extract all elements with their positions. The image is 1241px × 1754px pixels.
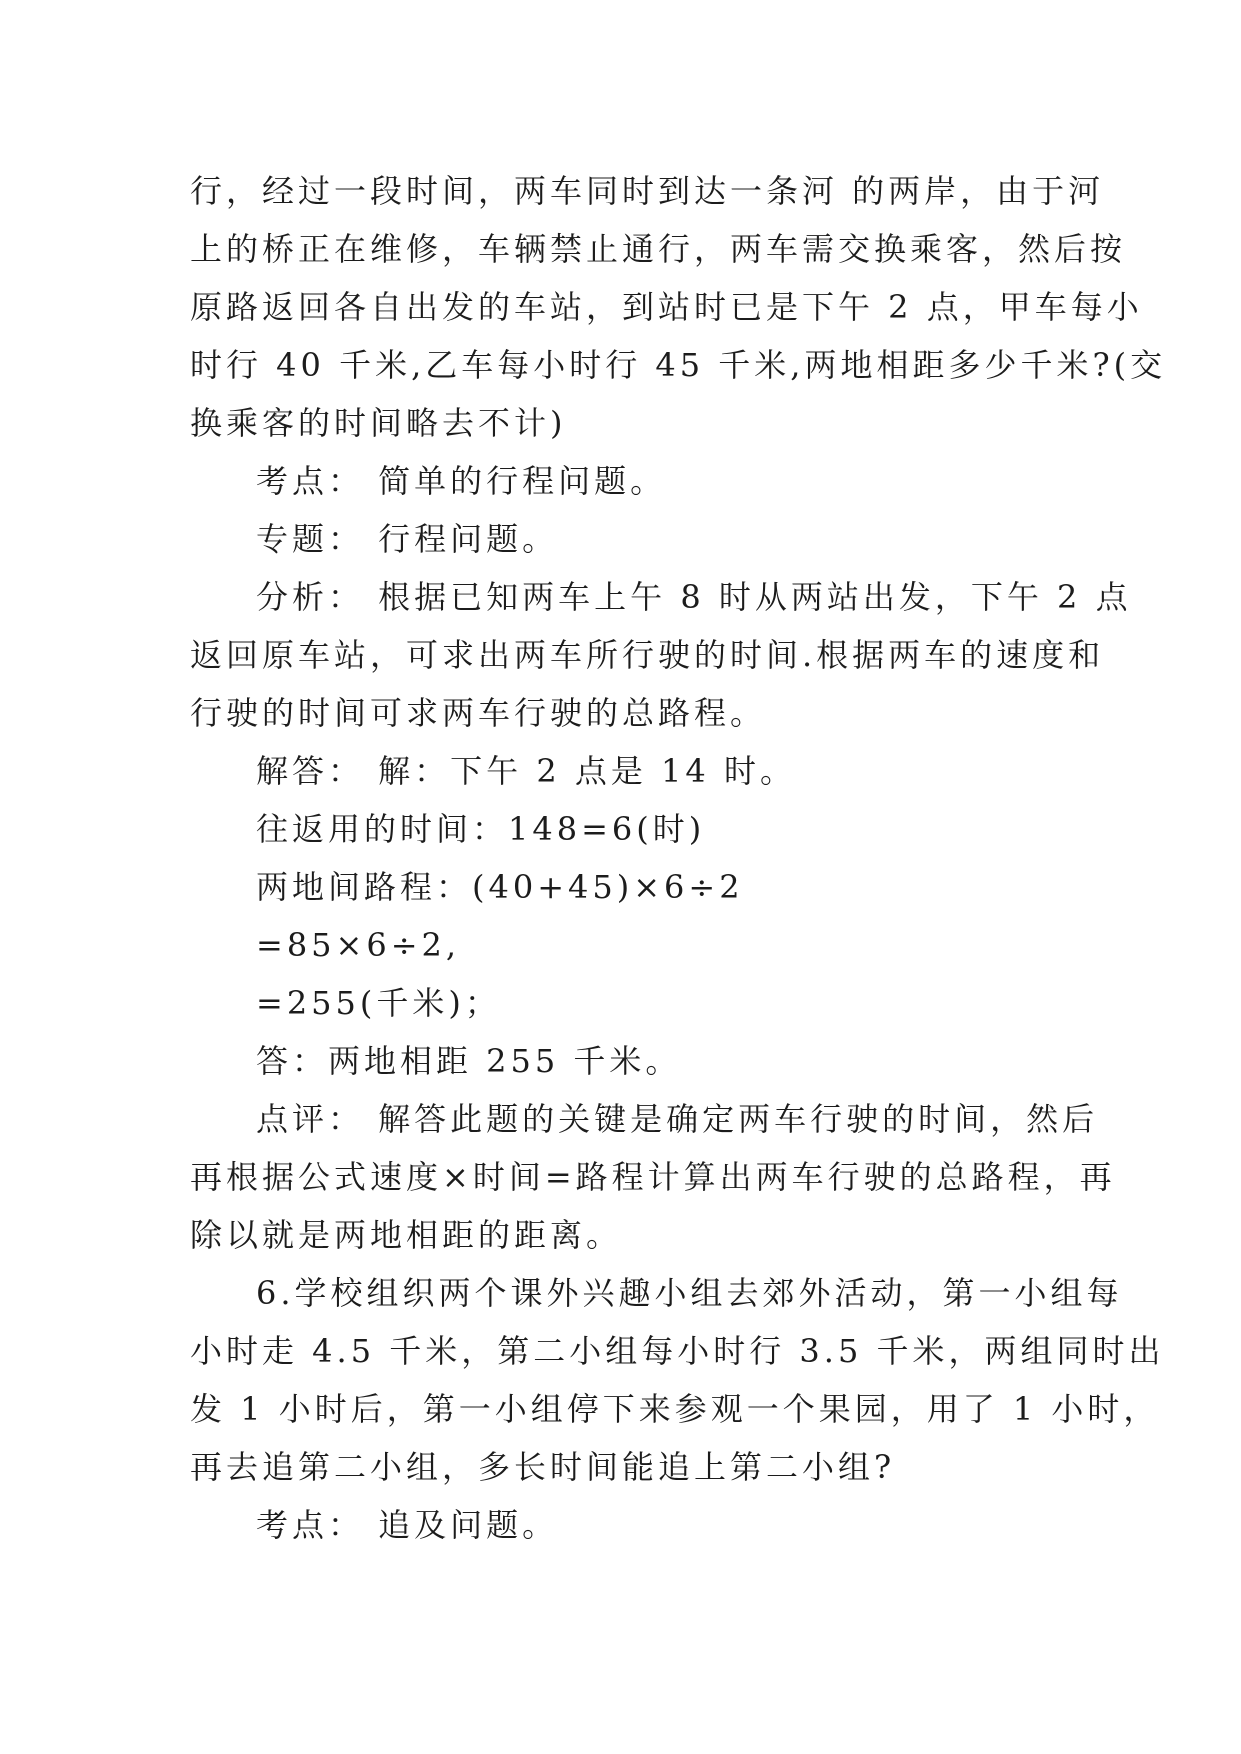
text-line: 原路返回各自出发的车站，到站时已是下午 2 点，甲车每小: [190, 288, 1143, 326]
kaodian-line: 考点： 简单的行程问题。: [256, 462, 667, 500]
text-line: 小时走 4.5 千米，第二小组每小时行 3.5 千米，两组同时出: [190, 1332, 1165, 1370]
text-line: 上的桥正在维修，车辆禁止通行，两车需交换乘客，然后按: [190, 230, 1127, 268]
text-line: 行，经过一段时间，两车同时到达一条河 的两岸，由于河: [190, 172, 1105, 210]
text-line: 再去追第二小组，多长时间能追上第二小组?: [190, 1448, 896, 1486]
text-line: 返回原车站，可求出两车所行驶的时间.根据两车的速度和: [190, 636, 1105, 674]
solution-step: 往返用的时间：148=6(时): [256, 810, 706, 848]
fenxi-line: 分析： 根据已知两车上午 8 时从两站出发，下午 2 点: [256, 578, 1132, 616]
text-line: 行驶的时间可求两车行驶的总路程。: [190, 694, 767, 732]
zhuanti-line: 专题： 行程问题。: [256, 520, 559, 558]
text-line: 换乘客的时间略去不计): [190, 404, 567, 442]
dianping-line: 点评： 解答此题的关键是确定两车行驶的时间，然后: [256, 1100, 1099, 1138]
text-line: 除以就是两地相距的距离。: [190, 1216, 623, 1254]
answer-line: 答：两地相距 255 千米。: [256, 1042, 682, 1080]
question-6-line: 6.学校组织两个课外兴趣小组去郊外活动，第一小组每: [256, 1274, 1123, 1312]
text-line: 再根据公式速度×时间=路程计算出两车行驶的总路程，再: [190, 1158, 1116, 1196]
text-line: 发 1 小时后，第一小组停下来参观一个果园，用了 1 小时，: [190, 1390, 1160, 1428]
kaodian-line: 考点： 追及问题。: [256, 1506, 559, 1544]
solution-step: =85×6÷2,: [256, 926, 461, 964]
jieda-line: 解答： 解：下午 2 点是 14 时。: [256, 752, 796, 790]
solution-step: =255(千米)；: [256, 984, 501, 1022]
text-line: 时行 40 千米,乙车每小时行 45 千米,两地相距多少千米?(交: [190, 346, 1167, 384]
solution-step: 两地间路程：(40+45)×6÷2: [256, 868, 744, 906]
